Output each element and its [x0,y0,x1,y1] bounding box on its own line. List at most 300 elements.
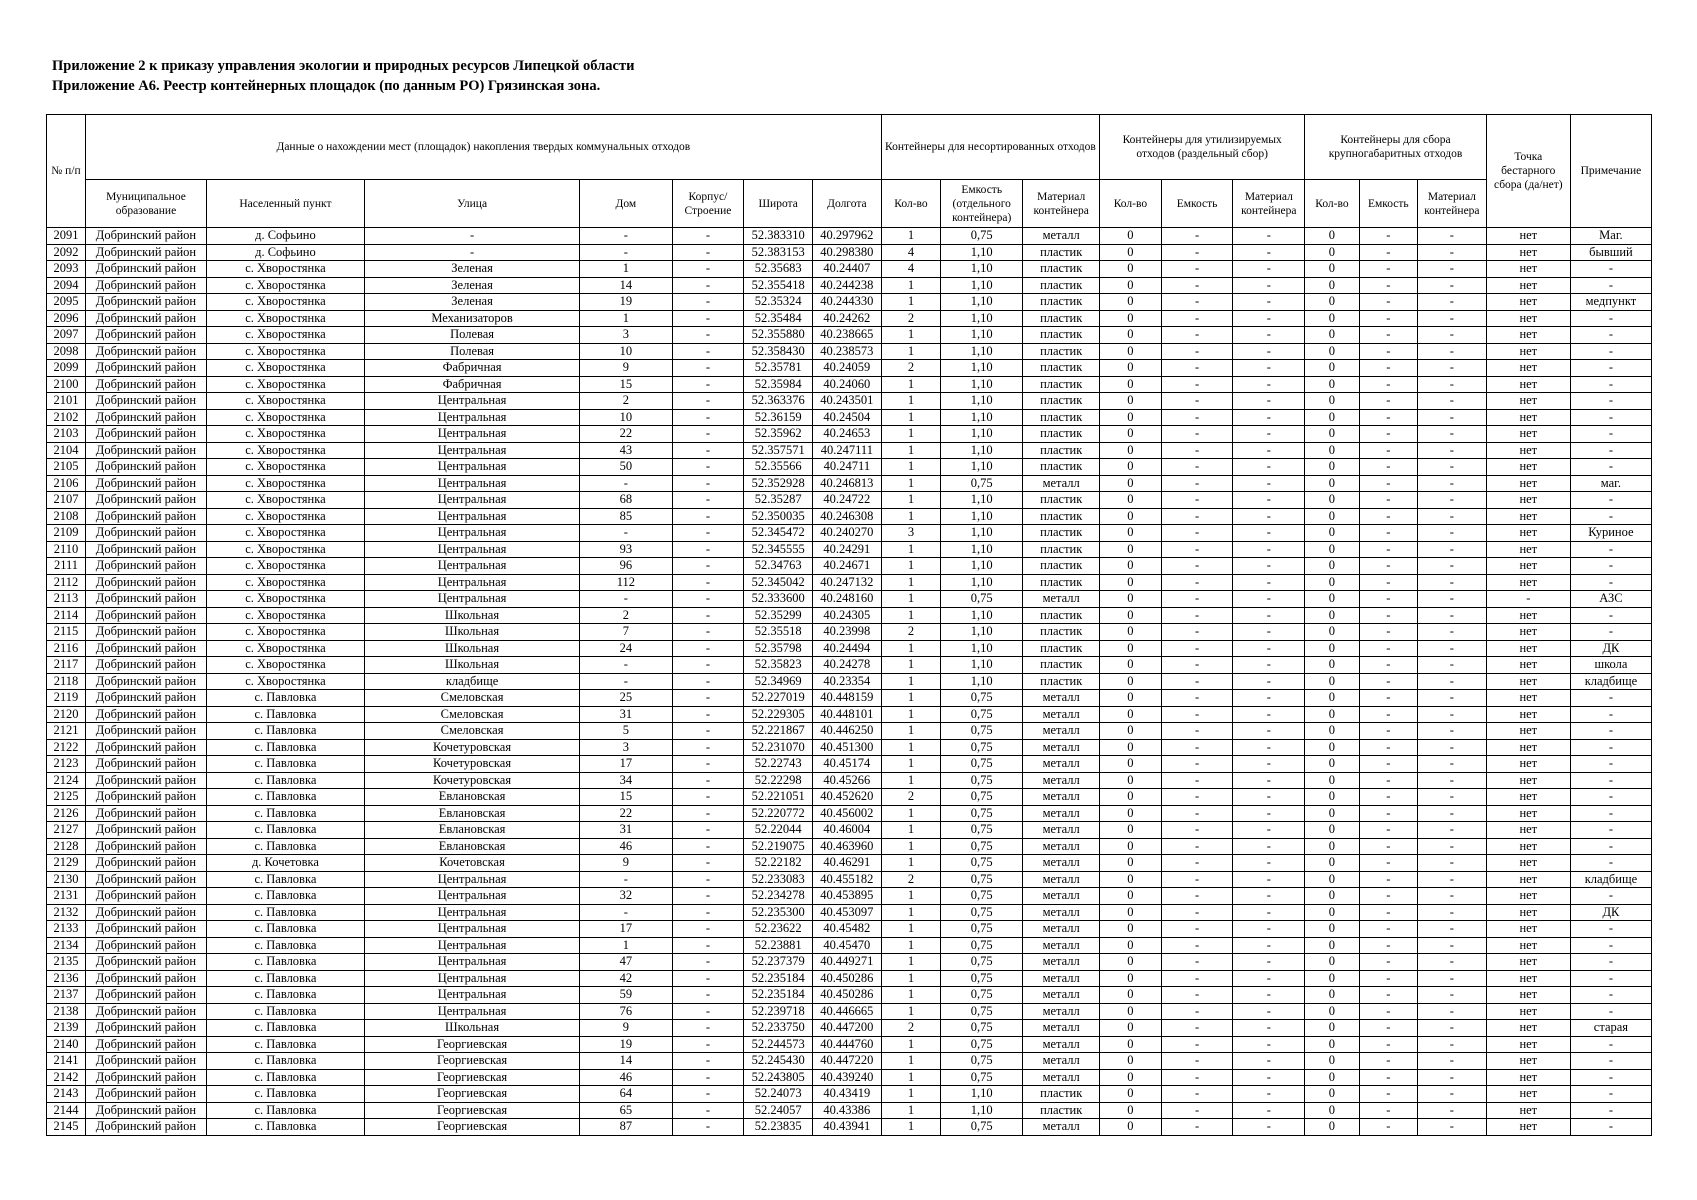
bagless-point-cell: нет [1486,310,1570,327]
unsorted-qty-cell: 1 [881,888,940,905]
bagless-point-cell: нет [1486,756,1570,773]
bulky-capacity-cell: - [1359,393,1417,410]
unsorted-material-cell: пластик [1023,343,1100,360]
municipality-cell: Добринский район [85,838,206,855]
latitude-cell: 52.345042 [744,574,813,591]
row-number-cell: 2143 [47,1086,86,1103]
recyclable-material-cell: - [1233,970,1305,987]
note-cell: - [1570,277,1651,294]
house-cell: 112 [580,574,672,591]
recyclable-capacity-header: Емкость [1161,180,1233,228]
bulky-qty-cell: 0 [1305,838,1359,855]
bagless-point-cell: нет [1486,360,1570,377]
building-cell: - [672,690,744,707]
latitude-cell: 52.235184 [744,987,813,1004]
bulky-capacity-cell: - [1359,657,1417,674]
recyclable-capacity-cell: - [1161,558,1233,575]
latitude-cell: 52.235184 [744,970,813,987]
street-cell: Центральная [364,508,579,525]
settlement-cell: с. Хворостянка [206,343,364,360]
municipality-cell: Добринский район [85,244,206,261]
longitude-cell: 40.453097 [813,904,882,921]
building-cell: - [672,987,744,1004]
note-cell: - [1570,690,1651,707]
unsorted-qty-cell: 1 [881,409,940,426]
longitude-cell: 40.248160 [813,591,882,608]
recyclable-capacity-cell: - [1161,739,1233,756]
house-cell: 9 [580,360,672,377]
recyclable-qty-cell: 0 [1100,838,1162,855]
table-row [47,376,1652,393]
bulky-capacity-cell: - [1359,492,1417,509]
unsorted-capacity-cell: 1,10 [941,1102,1023,1119]
longitude-cell: 40.447220 [813,1053,882,1070]
bulky-qty-cell: 0 [1305,261,1359,278]
unsorted-qty-cell: 1 [881,1086,940,1103]
table-row [47,822,1652,839]
unsorted-qty-cell: 1 [881,772,940,789]
recyclable-qty-cell: 0 [1100,723,1162,740]
recyclable-material-cell: - [1233,921,1305,938]
latitude-cell: 52.23835 [744,1119,813,1136]
unsorted-capacity-cell: 0,75 [941,871,1023,888]
recyclable-material-cell: - [1233,822,1305,839]
bulky-material-cell: - [1418,294,1487,311]
table-row [47,1102,1652,1119]
house-cell: 50 [580,459,672,476]
bulky-capacity-cell: - [1359,987,1417,1004]
table-row [47,1086,1652,1103]
unsorted-material-cell: пластик [1023,640,1100,657]
street-cell: Смеловская [364,706,579,723]
note-cell: - [1570,1053,1651,1070]
municipality-cell: Добринский район [85,525,206,542]
bagless-point-cell: нет [1486,426,1570,443]
street-cell: Кочетуровская [364,739,579,756]
unsorted-capacity-cell: 0,75 [941,1020,1023,1037]
unsorted-capacity-cell: 1,10 [941,607,1023,624]
recyclable-capacity-cell: - [1161,1086,1233,1103]
recyclable-capacity-cell: - [1161,657,1233,674]
building-cell: - [672,1086,744,1103]
unsorted-capacity-cell: 0,75 [941,690,1023,707]
note-cell: - [1570,756,1651,773]
settlement-cell: с. Павловка [206,1119,364,1136]
longitude-cell: 40.453895 [813,888,882,905]
bulky-qty-cell: 0 [1305,492,1359,509]
building-cell: - [672,244,744,261]
bulky-material-cell: - [1418,1102,1487,1119]
bulky-capacity-cell: - [1359,789,1417,806]
house-cell: 65 [580,1102,672,1119]
unsorted-material-cell: металл [1023,987,1100,1004]
row-number-cell: 2104 [47,442,86,459]
bulky-capacity-cell: - [1359,888,1417,905]
unsorted-material-cell: металл [1023,888,1100,905]
bulky-capacity-cell: - [1359,904,1417,921]
building-cell: - [672,756,744,773]
recyclable-qty-cell: 0 [1100,244,1162,261]
row-number-cell: 2141 [47,1053,86,1070]
unsorted-material-cell: пластик [1023,492,1100,509]
row-number-cell: 2122 [47,739,86,756]
table-row [47,789,1652,806]
note-cell: - [1570,624,1651,641]
building-cell: - [672,888,744,905]
recyclable-material-cell: - [1233,954,1305,971]
house-cell: 14 [580,1053,672,1070]
bulky-material-cell: - [1418,558,1487,575]
unsorted-qty-cell: 1 [881,294,940,311]
recyclable-material-cell: - [1233,525,1305,542]
unsorted-capacity-cell: 1,10 [941,541,1023,558]
recyclable-material-cell: - [1233,1119,1305,1136]
row-number-cell: 2111 [47,558,86,575]
house-cell: 9 [580,855,672,872]
building-cell: - [672,739,744,756]
bulky-qty-cell: 0 [1305,1036,1359,1053]
bagless-point-cell: - [1486,591,1570,608]
street-cell: Центральная [364,591,579,608]
unsorted-qty-cell: 1 [881,822,940,839]
latitude-cell: 52.35683 [744,261,813,278]
recyclable-material-cell: - [1233,492,1305,509]
recyclable-material-cell: - [1233,838,1305,855]
bulky-qty-cell: 0 [1305,591,1359,608]
longitude-cell: 40.45482 [813,921,882,938]
unsorted-qty-cell: 1 [881,640,940,657]
unsorted-capacity-cell: 0,75 [941,723,1023,740]
building-cell: - [672,789,744,806]
house-cell: 9 [580,1020,672,1037]
recyclable-material-cell: - [1233,591,1305,608]
latitude-cell: 52.229305 [744,706,813,723]
unsorted-qty-cell: 3 [881,525,940,542]
bulky-qty-cell: 0 [1305,343,1359,360]
unsorted-material-cell: пластик [1023,673,1100,690]
municipality-cell: Добринский район [85,1102,206,1119]
street-cell: Георгиевская [364,1069,579,1086]
building-cell: - [672,607,744,624]
unsorted-qty-cell: 1 [881,805,940,822]
recyclable-qty-cell: 0 [1100,591,1162,608]
building-cell: - [672,921,744,938]
note-cell: - [1570,954,1651,971]
row-number-cell: 2144 [47,1102,86,1119]
municipality-cell: Добринский район [85,393,206,410]
row-number-cell: 2112 [47,574,86,591]
house-cell: - [580,475,672,492]
bagless-point-cell: нет [1486,822,1570,839]
house-cell: 17 [580,756,672,773]
note-cell: - [1570,970,1651,987]
house-cell: 10 [580,409,672,426]
latitude-cell: 52.34969 [744,673,813,690]
recyclable-material-cell: - [1233,327,1305,344]
unsorted-material-cell: металл [1023,228,1100,245]
house-cell: 14 [580,277,672,294]
table-row [47,244,1652,261]
bulky-capacity-cell: - [1359,294,1417,311]
latitude-cell: 52.358430 [744,343,813,360]
recyclable-capacity-cell: - [1161,1119,1233,1136]
latitude-cell: 52.220772 [744,805,813,822]
longitude-cell: 40.24671 [813,558,882,575]
unsorted-qty-cell: 1 [881,921,940,938]
unsorted-capacity-cell: 0,75 [941,1053,1023,1070]
bulky-capacity-cell: - [1359,690,1417,707]
bagless-point-cell: нет [1486,673,1570,690]
note-cell: - [1570,1102,1651,1119]
table-row [47,937,1652,954]
municipality-cell: Добринский район [85,574,206,591]
unsorted-material-cell: металл [1023,706,1100,723]
bulky-capacity-cell: - [1359,574,1417,591]
unsorted-material-cell: пластик [1023,360,1100,377]
recyclable-capacity-cell: - [1161,640,1233,657]
unsorted-material-cell: металл [1023,756,1100,773]
longitude-cell: 40.463960 [813,838,882,855]
bulky-material-cell: - [1418,970,1487,987]
latitude-cell: 52.35299 [744,607,813,624]
unsorted-material-cell: пластик [1023,376,1100,393]
recyclable-capacity-cell: - [1161,624,1233,641]
bulky-capacity-cell: - [1359,954,1417,971]
row-number-cell: 2136 [47,970,86,987]
row-number-cell: 2138 [47,1003,86,1020]
note-cell: - [1570,706,1651,723]
unsorted-material-cell: металл [1023,970,1100,987]
house-cell: 10 [580,343,672,360]
unsorted-material-cell: пластик [1023,261,1100,278]
bulky-capacity-cell: - [1359,1119,1417,1136]
note-cell: - [1570,1003,1651,1020]
note-cell: - [1570,310,1651,327]
settlement-cell: с. Павловка [206,706,364,723]
bulky-material-cell: - [1418,426,1487,443]
table-row [47,459,1652,476]
longitude-cell: 40.24278 [813,657,882,674]
unsorted-capacity-cell: 0,75 [941,937,1023,954]
unsorted-capacity-cell: 0,75 [941,475,1023,492]
municipality-cell: Добринский район [85,1119,206,1136]
recyclable-material-cell: - [1233,393,1305,410]
latitude-cell: 52.239718 [744,1003,813,1020]
table-row [47,607,1652,624]
settlement-cell: с. Павловка [206,756,364,773]
house-cell: 46 [580,1069,672,1086]
settlement-cell: с. Павловка [206,1086,364,1103]
unsorted-material-cell: пластик [1023,409,1100,426]
row-number-cell: 2107 [47,492,86,509]
building-cell: - [672,310,744,327]
street-cell: Центральная [364,888,579,905]
table-row [47,772,1652,789]
latitude-cell: 52.383310 [744,228,813,245]
latitude-cell: 52.233750 [744,1020,813,1037]
row-number-cell: 2115 [47,624,86,641]
recyclable-qty-cell: 0 [1100,1053,1162,1070]
unsorted-material-cell: металл [1023,904,1100,921]
note-cell: - [1570,1119,1651,1136]
settlement-cell: с. Хворостянка [206,673,364,690]
row-number-cell: 2096 [47,310,86,327]
table-row [47,525,1652,542]
unsorted-capacity-cell: 1,10 [941,442,1023,459]
bulky-capacity-cell: - [1359,525,1417,542]
recyclable-qty-cell: 0 [1100,624,1162,641]
recyclable-qty-cell: 0 [1100,294,1162,311]
recyclable-qty-cell: 0 [1100,607,1162,624]
settlement-cell: с. Хворостянка [206,360,364,377]
street-cell: Центральная [364,921,579,938]
recyclable-capacity-cell: - [1161,871,1233,888]
bagless-point-cell: нет [1486,376,1570,393]
street-cell: Георгиевская [364,1036,579,1053]
building-cell: - [672,937,744,954]
recyclable-qty-cell: 0 [1100,690,1162,707]
unsorted-material-cell: металл [1023,690,1100,707]
street-cell: Центральная [364,970,579,987]
row-number-cell: 2128 [47,838,86,855]
unsorted-qty-cell: 1 [881,756,940,773]
building-cell: - [672,409,744,426]
bulky-capacity-cell: - [1359,426,1417,443]
bulky-qty-cell: 0 [1305,706,1359,723]
municipality-cell: Добринский район [85,1020,206,1037]
municipality-cell: Добринский район [85,822,206,839]
settlement-cell: с. Павловка [206,772,364,789]
bulky-material-cell: - [1418,822,1487,839]
recyclable-capacity-cell: - [1161,360,1233,377]
unsorted-material-cell: пластик [1023,607,1100,624]
street-cell: Зеленая [364,294,579,311]
unsorted-qty-cell: 1 [881,1053,940,1070]
unsorted-qty-cell: 1 [881,426,940,443]
bulky-qty-cell: 0 [1305,904,1359,921]
table-row [47,921,1652,938]
bulky-qty-cell: 0 [1305,789,1359,806]
bulky-material-cell: - [1418,409,1487,426]
latitude-cell: 52.34763 [744,558,813,575]
building-cell: - [672,508,744,525]
unsorted-qty-cell: 1 [881,475,940,492]
recyclable-capacity-cell: - [1161,574,1233,591]
unsorted-qty-cell: 2 [881,360,940,377]
settlement-cell: с. Хворостянка [206,393,364,410]
building-cell: - [672,558,744,575]
bulky-qty-cell: 0 [1305,426,1359,443]
recyclable-qty-cell: 0 [1100,739,1162,756]
unsorted-capacity-cell: 0,75 [941,855,1023,872]
unsorted-group-header: Контейнеры для несортированных отходов [881,115,1099,180]
bulky-material-cell: - [1418,838,1487,855]
longitude-cell: 40.24407 [813,261,882,278]
recyclable-qty-cell: 0 [1100,706,1162,723]
note-cell: - [1570,723,1651,740]
house-cell: 15 [580,789,672,806]
recyclable-capacity-cell: - [1161,954,1233,971]
unsorted-qty-cell: 1 [881,855,940,872]
building-cell: - [672,261,744,278]
street-cell: Центральная [364,475,579,492]
recyclable-material-cell: - [1233,673,1305,690]
recyclable-material-cell: - [1233,376,1305,393]
table-row [47,343,1652,360]
street-cell: Центральная [364,442,579,459]
bulky-qty-cell: 0 [1305,937,1359,954]
bulky-capacity-cell: - [1359,706,1417,723]
unsorted-qty-cell: 1 [881,1036,940,1053]
bulky-qty-cell: 0 [1305,228,1359,245]
bulky-material-cell: - [1418,442,1487,459]
municipality-cell: Добринский район [85,690,206,707]
row-number-cell: 2093 [47,261,86,278]
municipality-cell: Добринский район [85,871,206,888]
bulky-material-cell: - [1418,360,1487,377]
recyclable-capacity-cell: - [1161,1036,1233,1053]
bulky-capacity-cell: - [1359,541,1417,558]
note-cell: школа [1570,657,1651,674]
bulky-material-cell: - [1418,739,1487,756]
building-cell: - [672,1020,744,1037]
table-row [47,970,1652,987]
unsorted-capacity-cell: 0,75 [941,706,1023,723]
bulky-capacity-cell: - [1359,871,1417,888]
municipality-cell: Добринский район [85,228,206,245]
bulky-material-cell: - [1418,624,1487,641]
latitude-cell: 52.333600 [744,591,813,608]
bulky-capacity-cell: - [1359,558,1417,575]
latitude-cell: 52.35798 [744,640,813,657]
row-number-cell: 2097 [47,327,86,344]
building-cell: - [672,954,744,971]
recyclable-capacity-cell: - [1161,673,1233,690]
building-cell: - [672,525,744,542]
bulky-qty-cell: 0 [1305,607,1359,624]
bagless-point-cell: нет [1486,838,1570,855]
building-cell: - [672,475,744,492]
unsorted-qty-cell: 4 [881,261,940,278]
unsorted-capacity-cell: 1,10 [941,261,1023,278]
municipality-cell: Добринский район [85,937,206,954]
bulky-material-cell: - [1418,723,1487,740]
recyclable-capacity-cell: - [1161,723,1233,740]
settlement-cell: с. Павловка [206,904,364,921]
row-number-cell: 2127 [47,822,86,839]
building-cell: - [672,574,744,591]
recyclable-capacity-cell: - [1161,244,1233,261]
house-cell: 7 [580,624,672,641]
settlement-cell: с. Павловка [206,739,364,756]
unsorted-qty-cell: 1 [881,327,940,344]
note-cell: - [1570,1086,1651,1103]
unsorted-material-cell: пластик [1023,442,1100,459]
latitude-cell: 52.345472 [744,525,813,542]
house-cell: 3 [580,739,672,756]
house-cell: - [580,871,672,888]
longitude-cell: 40.244330 [813,294,882,311]
unsorted-qty-cell: 1 [881,277,940,294]
bagless-point-cell: нет [1486,739,1570,756]
recyclable-capacity-cell: - [1161,838,1233,855]
bulky-qty-cell: 0 [1305,855,1359,872]
bulky-qty-cell: 0 [1305,442,1359,459]
row-number-cell: 2139 [47,1020,86,1037]
settlement-cell: с. Павловка [206,921,364,938]
street-header: Улица [364,180,579,228]
municipality-cell: Добринский район [85,987,206,1004]
